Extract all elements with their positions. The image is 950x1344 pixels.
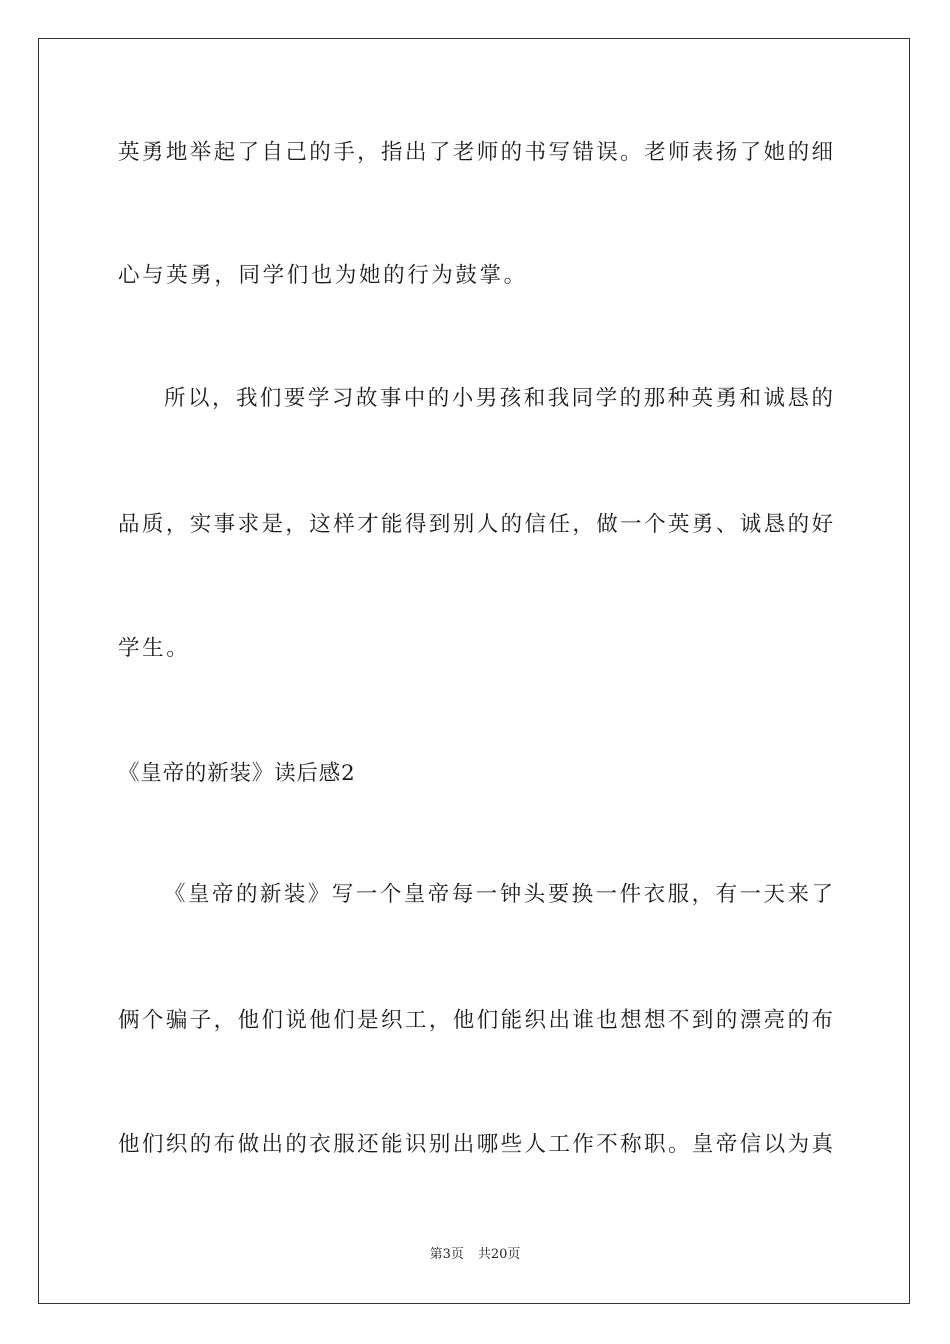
text-line-8: 他们织的布做出的衣服还能识别出哪些人工作不称职。皇帝信以为真 — [118, 1132, 833, 1157]
page-footer — [0, 1246, 950, 1264]
page-border — [38, 38, 910, 1304]
text-line-4: 品质，实事求是，这样才能得到别人的信任，做一个英勇、诚恳的好 — [118, 512, 833, 537]
text-line-5: 学生。 — [118, 636, 191, 661]
page-total: 共20页 — [477, 1247, 521, 1262]
text-line-7: 俩个骗子，他们说他们是织工，他们能织出谁也想想不到的漂亮的布 — [118, 1008, 833, 1033]
text-line-2: 心与英勇，同学们也为她的行为鼓掌。 — [118, 263, 528, 288]
page-number: 第3页 — [429, 1247, 464, 1262]
text-line-1: 英勇地举起了自己的手，指出了老师的书写错误。老师表扬了她的细 — [118, 140, 833, 165]
text-line-6: 《皇帝的新装》写一个皇帝每一钟头要换一件衣服，有一天来了 — [164, 882, 833, 907]
text-line-3: 所以，我们要学习故事中的小男孩和我同学的那种英勇和诚恳的 — [164, 386, 833, 411]
section-heading: 《皇帝的新装》读后感2 — [118, 761, 356, 786]
